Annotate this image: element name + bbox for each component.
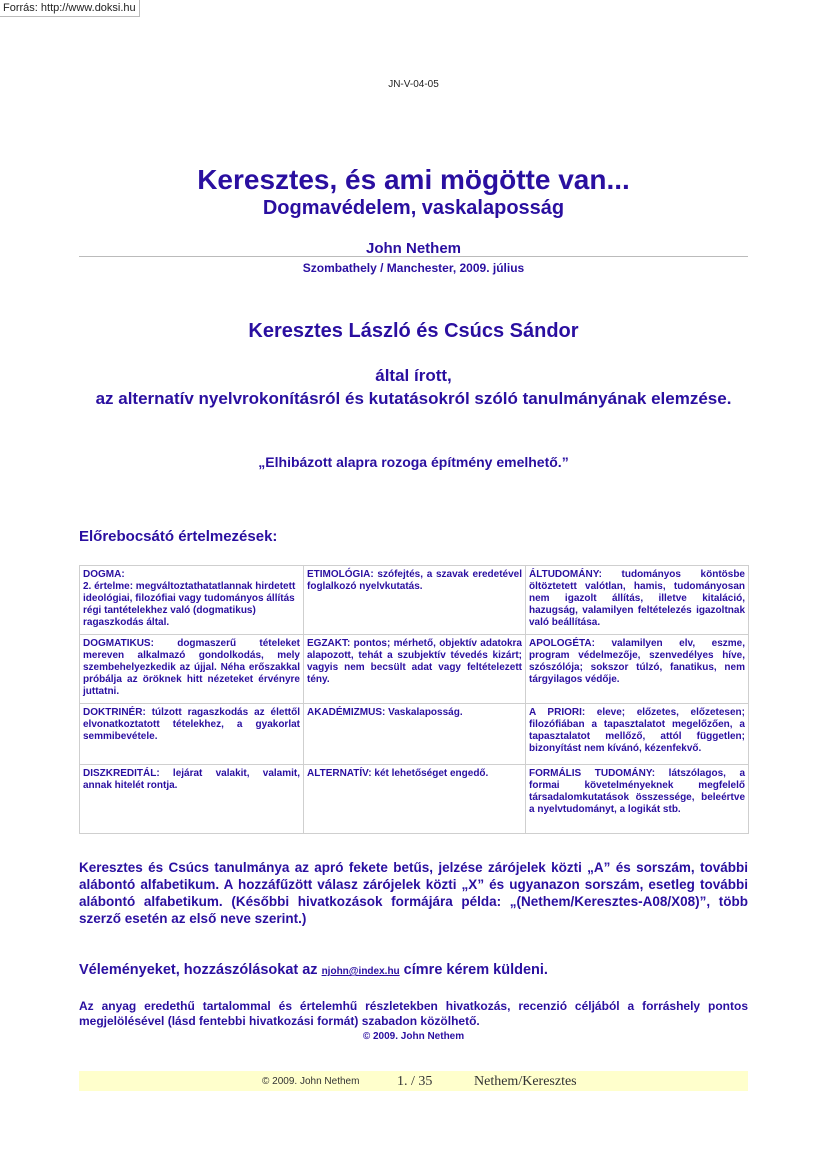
subject-authors: Keresztes László és Csúcs Sándor [248, 320, 579, 342]
term-label: AKADÉMIZMUS: [307, 707, 386, 718]
term-definition: Vaskalaposság. [388, 707, 463, 718]
term-label: EGZAKT: [307, 638, 351, 649]
term-label: FORMÁLIS TUDOMÁNY: [529, 768, 656, 779]
term-definition: szófejtés, a szavak eredetével foglalkozó nyelvkutatás. [307, 569, 522, 592]
definition-cell-akademizmus [304, 704, 526, 765]
term-definition: pontos; mérhető, objektív adatokra alapozott, tehát a szubjektív tévedés kizárt; vagyis nem becsült adat vagy feltételezett tény. [307, 638, 522, 685]
term-label: ALTERNATÍV: [307, 768, 372, 779]
table-row [80, 635, 749, 704]
definition-cell-etimologia [304, 566, 526, 635]
page-subtitle: Dogmavédelem, vaskalaposság [262, 197, 565, 219]
header-divider [79, 256, 748, 257]
table-row [80, 704, 749, 765]
term-label: DISZKREDITÁL: [83, 768, 160, 779]
page-footer [79, 1071, 748, 1091]
term-label: APOLOGÉTA: [529, 638, 595, 649]
term-definition: két lehetőséget engedő. [374, 768, 489, 779]
term-definition: látszólagos, a formai követelményeknek megfelelő társadalomkutatások összessége, beleértve a nyelvtudományt, a logikát stb. [529, 768, 746, 815]
term-label: A PRIORI: [529, 707, 586, 718]
definition-cell-doktriner [80, 704, 304, 765]
definitions-heading: Előrebocsátó értelmezések: [79, 528, 278, 545]
definition-cell-apologeta [526, 635, 749, 704]
table-row [80, 765, 749, 834]
definition-cell-dogma [80, 566, 304, 635]
definition-cell-altudomany [526, 566, 749, 635]
author-name: John Nethem [365, 240, 461, 257]
definition-cell-diszkreditalt [80, 765, 304, 834]
intro-paragraph: Keresztes és Csúcs tanulmánya az apró fekete betűs, jelzése zárójelek közti „A” és sorszám, további alábontó alfabetikum. A hozzáfűzött válasz zárójelek közti „X” és ugyanazon sorszám, esetleg további alábontó alfabetikum. (Későbbi hivatkozások formájára példa: „(Nethem/Keresztes-A08/X08)”, több szerző esetén az első neve szerint.) [79, 860, 748, 926]
feedback-prefix: Véleményeket, hozzászólásokat az [79, 962, 322, 978]
page-number: 1. / 35 [397, 1074, 433, 1089]
term-definition: 2. értelme: megváltoztathatatlannak hirdetett ideológiai, filozófiai vagy tudományos állítás régi tantételekhez való (dogmatikus) ragaszkodás által. [83, 581, 296, 628]
definition-cell-alternativ [304, 765, 526, 834]
email-link[interactable]: njohn@index.hu [321, 966, 400, 977]
term-definition: tudományos köntösbe öltöztetett valótlan, hamis, tudományosan nem igazolt állítás, illetve kitaláció, hazugság, valamilyen feltételezés igazoltnak való beállítása. [529, 569, 745, 628]
term-definition: dogmaszerű tételeket mereven alkalmazó gondolkodás, mely szembehelyezkedik az újjal. Néha erőszakkal próbálja az öröknek hitt nézeteket érvényre juttatni. [83, 638, 300, 697]
copyright-line: © 2009. John Nethem [362, 1031, 465, 1042]
term-definition: túlzott ragaszkodás az élettől elvonatkoztatott tételekhez, a gyakorlat semmibevétele. [83, 707, 301, 742]
definition-cell-formalis [526, 765, 749, 834]
document-id: JN-V-04-05 [388, 79, 439, 90]
term-definition: lejárat valakit, valamit, annak hitelét rontja. [83, 768, 301, 791]
footer-copyright: © 2009. John Nethem [262, 1076, 360, 1087]
license-text: Az anyag eredethű tartalommal és értelemhű részletekben hivatkozás, recenzió céljából a forráshely pontos megjelölésével (lásd fentebbi hivatkozási formát) szabadon közölhető. [79, 999, 748, 1028]
feedback-line [79, 962, 548, 978]
source-label: Forrás: http://www.doksi.hu [0, 0, 140, 17]
page-title: Keresztes, és ami mögötte van... [197, 164, 630, 195]
term-definition: eleve; előzetes, előzetesen; filozófiában a tapasztalatot megelőzően, a tapasztalatot mellőző, attól független; bizonyítást nem kívánó, kézenfekvő. [529, 707, 745, 754]
motto-quote: „Elhibázott alapra rozoga építmény emelhető.” [258, 454, 569, 470]
term-label: ETIMOLÓGIA: [307, 569, 374, 580]
definition-cell-apriori [526, 704, 749, 765]
analysis-line: az alternatív nyelvrokonításról és kutatásokról szóló tanulmányának elemzése. [95, 389, 732, 408]
term-label: DOKTRINÉR: [83, 707, 146, 718]
footer-reference: Nethem/Keresztes [474, 1074, 577, 1089]
term-label: DOGMATIKUS: [83, 638, 154, 649]
term-definition: valamilyen elv, eszme, program védelmezője, szenvedélyes híve, szószólója; sokszor túlzó, fanatikus, nem tárgyilagos védője. [529, 638, 745, 685]
definition-cell-egzakt [304, 635, 526, 704]
term-label: ÁLTUDOMÁNY: [529, 569, 602, 580]
by-line: által írott, [375, 366, 452, 385]
feedback-suffix: címre kérem küldeni. [399, 962, 548, 978]
table-row [80, 566, 749, 635]
definitions-table [79, 565, 749, 834]
place-date: Szombathely / Manchester, 2009. július [302, 261, 525, 275]
definition-cell-dogmatikus [80, 635, 304, 704]
term-label: DOGMA: [83, 569, 125, 580]
